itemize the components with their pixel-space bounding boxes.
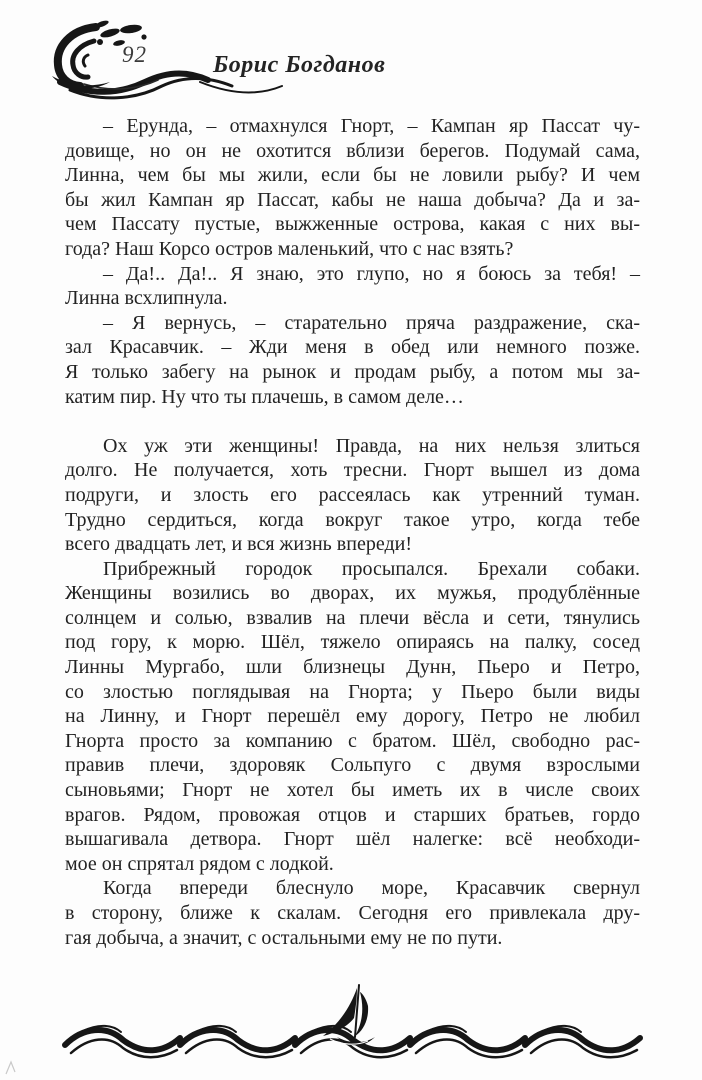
- text-line: Ох уж эти женщины! Правда, на них нельзя злиться: [103, 434, 640, 457]
- text-line: Гнорта просто за компанию с братом. Шёл, свободно рас-: [65, 729, 640, 752]
- page-number: 92: [122, 42, 147, 67]
- text-line: на Линну, и Гнорт перешёл ему дорогу, Петро не любил: [65, 705, 640, 728]
- text-line: сыновьями; Гнорт не хотел бы иметь их в числе своих: [65, 779, 640, 802]
- text-line: Линны Мургабо, шли близнецы Дунн, Пьеро и Петро,: [65, 656, 640, 679]
- text-line: вышагивала детвора. Гнорт шёл налегке: всё необходи-: [65, 828, 640, 851]
- paragraph-gap: [65, 409, 640, 434]
- text-line: катим пир. Ну что ты плачешь, в самом деле…: [65, 385, 464, 408]
- text-line: Линна всхлипнула.: [65, 287, 228, 310]
- text-line: Когда впереди блеснуло море, Красавчик свернул: [103, 877, 640, 900]
- running-header-author: Борис Богданов: [213, 52, 386, 78]
- text-line: гая добыча, а значит, с остальными ему не по пути.: [65, 926, 503, 949]
- text-line: солнцем и солью, взвалив на плечи вёсла и сети, тянулись: [65, 606, 640, 629]
- text-line: Трудно сердиться, когда вокруг такое утро, когда тебе: [65, 508, 640, 531]
- scan-artifact: [2, 1058, 22, 1078]
- text-line: зал Красавчик. – Жди меня в обед или немного позже.: [65, 336, 640, 359]
- text-line: долго. Не получается, хоть тресни. Гнорт вышел из дома: [65, 459, 640, 482]
- text-line: чем Пассату пустые, выжженные острова, какая с них вы-: [65, 213, 640, 236]
- text-line: врагов. Рядом, провожая отцов и старших братьев, гордо: [65, 803, 640, 826]
- text-line: – Да!.. Да!.. Я знаю, это глупо, но я боюсь за тебя! –: [103, 262, 640, 285]
- text-line: в сторону, ближе к скалам. Сегодня его привлекала дру-: [65, 902, 640, 924]
- text-line: со злостью поглядывая на Гнорта; у Пьеро были виды: [65, 680, 640, 703]
- text-line: Линна, чем бы мы жили, если бы не ловили рыбу? И чем: [65, 164, 640, 187]
- body-text: [65, 114, 640, 950]
- text-line: Прибрежный городок просыпался. Брехали собаки.: [103, 557, 640, 580]
- text-line: мое он спрятал рядом с лодкой.: [65, 852, 334, 875]
- text-line: – Ерунда, – отмахнулся Гнорт, – Кампан яр Пассат чу-: [103, 115, 640, 137]
- text-line: бы жил Кампан яр Пассат, кабы не наша добыча? Да и за-: [65, 188, 640, 211]
- text-line: Женщины возились во дворах, их мужья, продублённые: [65, 582, 640, 605]
- text-line: под гору, к морю. Шёл, тяжело опираясь на палку, сосед: [65, 631, 640, 654]
- text-line: подруги, и злость его рассеялась как утренний туман.: [65, 483, 640, 506]
- text-line: – Я вернусь, – старательно пряча раздражение, ска-: [103, 311, 640, 334]
- text-line: правив плечи, здоровяк Сольпуго с двумя взрослыми: [65, 754, 640, 777]
- text-line: всего двадцать лет, и вся жизнь впереди!: [65, 533, 412, 556]
- sailboat-waves-icon: [0, 975, 702, 1080]
- text-line: довище, но он не охотится вблизи берегов. Подумай сама,: [65, 139, 640, 162]
- text-line: года? Наш Корсо остров маленький, что с нас взять?: [65, 237, 514, 260]
- text-line: Я только забегу на рынок и продам рыбу, а потом мы за-: [65, 360, 640, 383]
